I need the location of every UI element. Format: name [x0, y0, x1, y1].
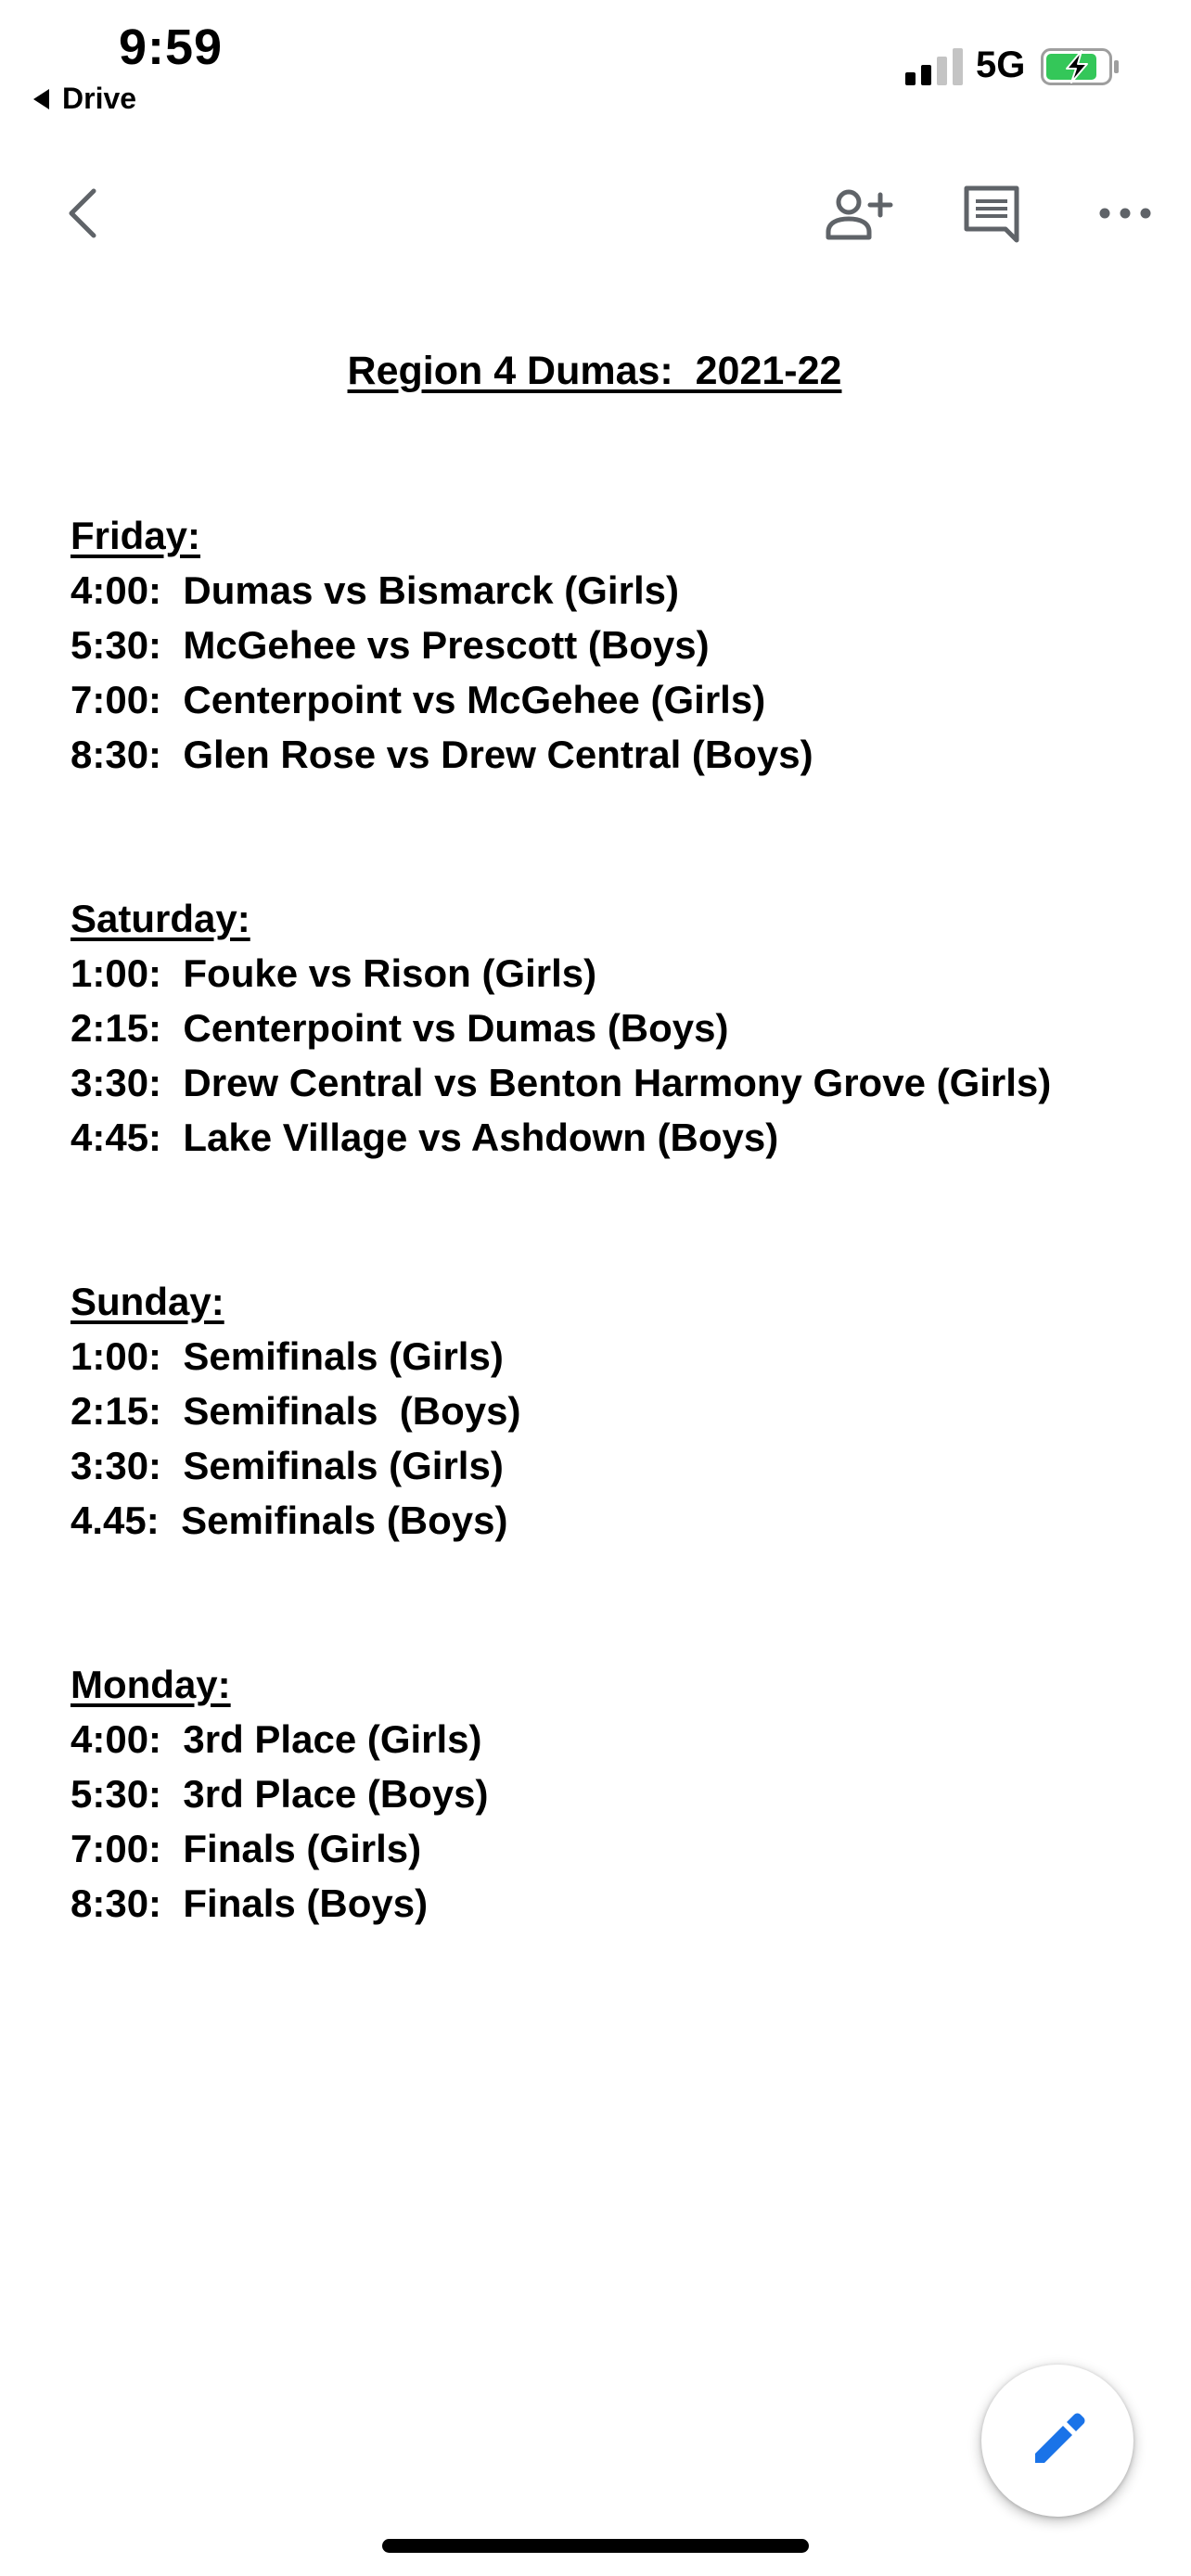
- share-button[interactable]: [816, 167, 900, 260]
- chevron-left-icon: [62, 185, 103, 241]
- home-indicator[interactable]: [382, 2539, 809, 2553]
- more-options-button[interactable]: [1083, 167, 1167, 260]
- cellular-signal-icon: [905, 48, 963, 85]
- more-horizontal-icon: [1097, 204, 1153, 223]
- back-button[interactable]: [41, 167, 124, 260]
- comment-button[interactable]: [950, 167, 1033, 260]
- game-line: 4:00: 3rd Place (Girls): [70, 1717, 482, 1761]
- game-line: 7:00: Centerpoint vs McGehee (Girls): [70, 678, 766, 721]
- game-line: 5:30: 3rd Place (Boys): [70, 1772, 489, 1816]
- game-line: 4:00: Dumas vs Bismarck (Girls): [70, 568, 679, 612]
- status-bar: [0, 0, 1191, 139]
- game-line: 1:00: Fouke vs Rison (Girls): [70, 951, 597, 995]
- game-line: 4:45: Lake Village vs Ashdown (Boys): [70, 1116, 779, 1159]
- day-section-saturday: [70, 891, 1137, 1165]
- game-line: 3:30: Semifinals (Girls): [70, 1444, 504, 1487]
- day-heading: Sunday:: [70, 1280, 224, 1323]
- document-body: [70, 343, 1137, 1931]
- document-title: Region 4 Dumas: 2021-22: [347, 349, 842, 393]
- game-line: 2:15: Semifinals (Boys): [70, 1389, 521, 1433]
- day-section-friday: [70, 508, 1137, 782]
- game-line: 1:00: Semifinals (Girls): [70, 1334, 504, 1378]
- day-heading: Monday:: [70, 1663, 231, 1706]
- game-line: 2:15: Centerpoint vs Dumas (Boys): [70, 1006, 729, 1050]
- game-line: 8:30: Glen Rose vs Drew Central (Boys): [70, 733, 813, 776]
- edit-pencil-icon: [1028, 2411, 1087, 2470]
- game-line: 7:00: Finals (Girls): [70, 1827, 422, 1870]
- day-heading: Friday:: [70, 514, 201, 557]
- comment-icon: [961, 183, 1022, 244]
- game-line: 5:30: McGehee vs Prescott (Boys): [70, 623, 710, 667]
- back-triangle-icon: [33, 89, 49, 109]
- status-time: 9:59: [119, 19, 224, 75]
- network-type: 5G: [976, 45, 1026, 85]
- edit-fab-button[interactable]: [981, 2365, 1133, 2517]
- day-section-monday: [70, 1657, 1137, 1931]
- toolbar: [0, 167, 1191, 260]
- game-line: 4.45: Semifinals (Boys): [70, 1498, 508, 1542]
- battery-charging-icon: [1041, 48, 1121, 85]
- day-heading: Saturday:: [70, 897, 250, 940]
- back-to-app-link[interactable]: [33, 82, 136, 116]
- back-to-app-label: Drive: [62, 82, 137, 115]
- game-line: 3:30: Drew Central vs Benton Harmony Grove (Girls): [70, 1061, 1052, 1104]
- day-section-sunday: [70, 1274, 1137, 1548]
- add-person-icon: [823, 185, 893, 241]
- game-line: 8:30: Finals (Boys): [70, 1881, 429, 1925]
